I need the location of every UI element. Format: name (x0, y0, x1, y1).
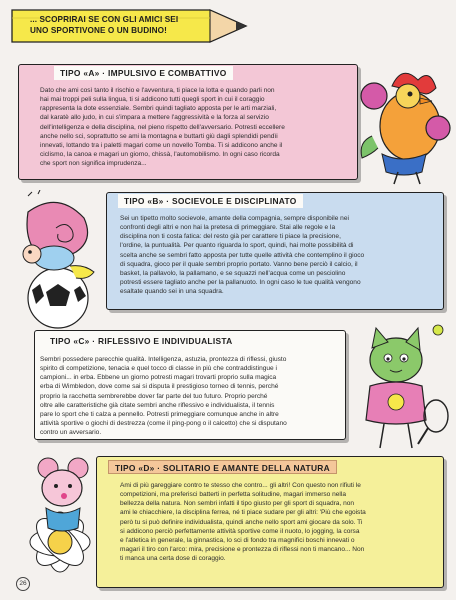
header-line-2: UNO SPORTIVONE O UN BUDINO! (30, 25, 167, 35)
section-d-title: TIPO «D» · SOLITARIO E AMANTE DELLA NATURA (108, 460, 337, 474)
text-line: però tu si può definire individualista, quindi anche nello sport ami giocare da solo. Ti (120, 518, 363, 526)
rooster-boxer-illustration (352, 56, 452, 186)
section-d-text (120, 481, 442, 563)
text-line: dal karatè allo judo, in cui s'impara a mettere l'aggressività e la forza al servizio (40, 114, 269, 122)
text-line: innevati, lottando tra i paletti magari come un novello Tomba. Ti si addicono anche il (40, 141, 283, 149)
text-line: oltre alle caratteristiche già citate sembri anche riflessivo e individualista, il tennis (40, 401, 275, 409)
text-line: che sport non significa imprudenza... (40, 160, 147, 168)
page-number: 26 (16, 577, 30, 591)
text-line: Sembri possedere parecchie qualità. Intelligenza, astuzia, prontezza di riflessi, giusto (40, 356, 287, 363)
text-line: ciclismo, la canoa e magari un giorno, chissà, l'automobilismo. In ogni caso ricorda (40, 151, 280, 159)
text-line: competizioni, ma preferisci batterti in perfetta solitudine, magari immerso nella (120, 491, 346, 499)
text-line: esaltate quando sei in una squadra. (120, 288, 224, 296)
text-line: erba di Wimbledon, dove come sai si disputa il prestigioso torneo di tennis, perché (40, 383, 279, 391)
section-c-title: TIPO «C» · RIFLESSIVO E INDIVIDUALISTA (44, 334, 239, 348)
section-b-title: TIPO «B» · SOCIEVOLE E DISCIPLINATO (118, 194, 303, 208)
text-line: contro un avversario. (40, 429, 102, 437)
text-line: Dato che ami così tanto il rischio e l'avventura, ti piace la lotta e quando parli non (40, 87, 275, 94)
text-line: potresti essere tagliato anche per la pallanuoto. In ogni caso le tue qualità vengono (120, 279, 361, 287)
text-line: rappresenta la dote essenziale. Sembri quindi tagliato apposta per le arti marziali, (40, 105, 277, 113)
section-a-text (40, 86, 358, 168)
text-line: bellezza della natura. Non sembri infatti il tipo giusto per gli sport di squadra, non (120, 500, 355, 508)
section-b-text (120, 214, 442, 296)
text-line: ami le chiacchiere, la disciplina ferrea, né ti piace sudare per gli altri: 'Più che egoista (120, 509, 366, 517)
text-line: spirito di competizione, tenacia e quel tocco di classe in più che contraddistingue i (40, 365, 277, 373)
header-pencil-banner (10, 6, 256, 46)
text-line: scelta anche se sembri fatto apposta per tutte quelle attività che contemplino il gioco (120, 251, 365, 259)
snail-football-illustration (10, 190, 110, 330)
text-line: attività sportive o giochi di destrezza (come il ping-pong o il calcetto) che si disputano (40, 420, 287, 428)
cat-tennis-illustration (346, 320, 454, 452)
text-line: ti manca una certa dose di coraggio. (120, 555, 226, 563)
text-line: proprio la racchetta sembrerebbe dover far parte del tuo futuro. Proprio perché (40, 392, 268, 400)
text-line: basket, la pallavolo, la pallamano, e se squazzi nell'acqua come un pesciolino (120, 269, 346, 277)
text-line: Sei un tipetto molto socievole, amante della compagnia, sempre disponibile nei (120, 215, 349, 222)
text-line: e l'atletica in generale, la ginnastica, lo sci di fondo tra magnifici boschi innevati o (120, 536, 355, 544)
text-line: anche nello sci, soprattutto se ami la montagna e buttarti giù dagli splendidi pendìi (40, 132, 278, 140)
header-line-1: ... SCOPRIRAI SE CON GLI AMICI SEI (30, 15, 179, 24)
text-line: confronti degli altri e non hai la pretesa di primeggiare. Stai alle regole e la (120, 224, 336, 232)
text-line: hai mai troppi peli sulla lingua, ti si addicono tutti quegli sport in cui il coraggio (40, 96, 265, 104)
text-line: disciplina non ti costa fatica: del resto già per carattere ti piace la precisione, (120, 233, 341, 241)
text-line: magari il tiro con l'arco: mira, precisione e prontezza di riflessi non ti mancano... Non (120, 546, 365, 554)
text-line: Ami di più gareggiare contro te stesso che contro... gli altri! Con questo non rifiuti le (120, 482, 361, 489)
header-title (30, 15, 240, 36)
section-c-text (40, 355, 346, 437)
section-a-title: TIPO «A» · IMPULSIVO E COMBATTIVO (54, 66, 233, 80)
mouse-flower-illustration (12, 454, 110, 578)
text-line: l'ordine, la puntualità. Per quanto riguarda lo sport, quindi, hai molte possibilità di (120, 242, 354, 250)
text-line: campioni... in erba. Ebbene un giorno potresti magari trovarti proprio sulla magica (40, 374, 277, 382)
text-line: dell'intelligenza e della disciplina, nel pieno rispetto dell'avversario. Potresti eccellere (40, 123, 285, 131)
text-line: pare lo sport che ti calza a pennello. Potresti primeggiare comunque anche in altre (40, 410, 279, 418)
text-line: si addicono perciò perfettamente attività sportive come il nuoto, lo jogging, la corsa (120, 527, 360, 535)
text-line: di squadra, gioco per il quale sembri proprio portato. Vanno bene perciò il calcio, il (120, 260, 358, 268)
